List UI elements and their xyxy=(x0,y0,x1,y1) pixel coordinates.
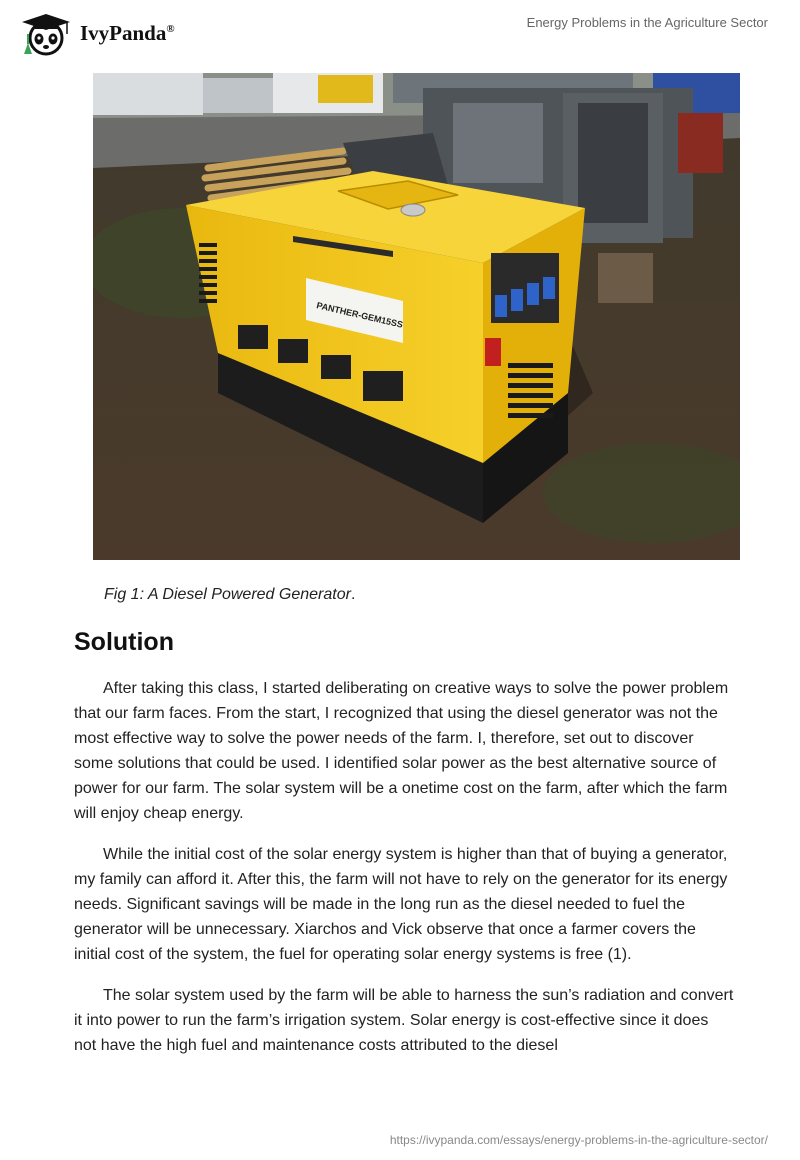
running-title: Energy Problems in the Agriculture Sector xyxy=(526,15,768,30)
ivypanda-logo[interactable] xyxy=(18,10,175,56)
source-url-link[interactable]: https://ivypanda.com/essays/energy-problems-in-the-agriculture-sector/ xyxy=(389,1133,768,1147)
body-paragraph: While the initial cost of the solar energy system is higher than that of buying a generator, my family can afford it. After this, the farm will not have to rely on the generator for its energy needs. Significant savings will be made in the long run as the diesel needed to fuel the generator will be unnecessary. Xiarchos and Vick observe that once a farmer covers the initial cost of the system, the fuel for operating solar energy systems is free (1). xyxy=(74,846,728,963)
registered-mark: ® xyxy=(166,22,175,35)
body-paragraph: The solar system used by the farm will be able to harness the sun’s radiation and convert it into power to run the farm’s irrigation system. Solar energy is cost-effective since it does not have the high fuel and maintenance costs attributed to the diesel xyxy=(74,987,734,1054)
figure-caption-period: . xyxy=(350,586,356,603)
figure-caption xyxy=(104,586,355,604)
brand-wordmark xyxy=(80,21,175,46)
figure-caption-text: Fig 1: A Diesel Powered Generator xyxy=(104,586,351,603)
panel-label: PANTHER-GEM15SS xyxy=(315,300,404,330)
body-paragraph: After taking this class, I started deliberating on creative ways to solve the power problem that our farm faces. From the start, I recognized that using the diesel generator was not the most effective way to solve the power needs of the farm. I, therefore, set out to discover some solutions that could be used. I identified solar power as the best alternative source of power for our farm. The solar system will be a onetime cost on the farm, after which the farm will enjoy cheap energy. xyxy=(74,680,729,822)
section-body xyxy=(74,676,734,1074)
brand-name: IvyPanda xyxy=(80,20,167,45)
section-heading: Solution xyxy=(74,628,174,656)
panda-graduate-icon xyxy=(18,10,74,56)
generator-photo xyxy=(93,73,740,560)
